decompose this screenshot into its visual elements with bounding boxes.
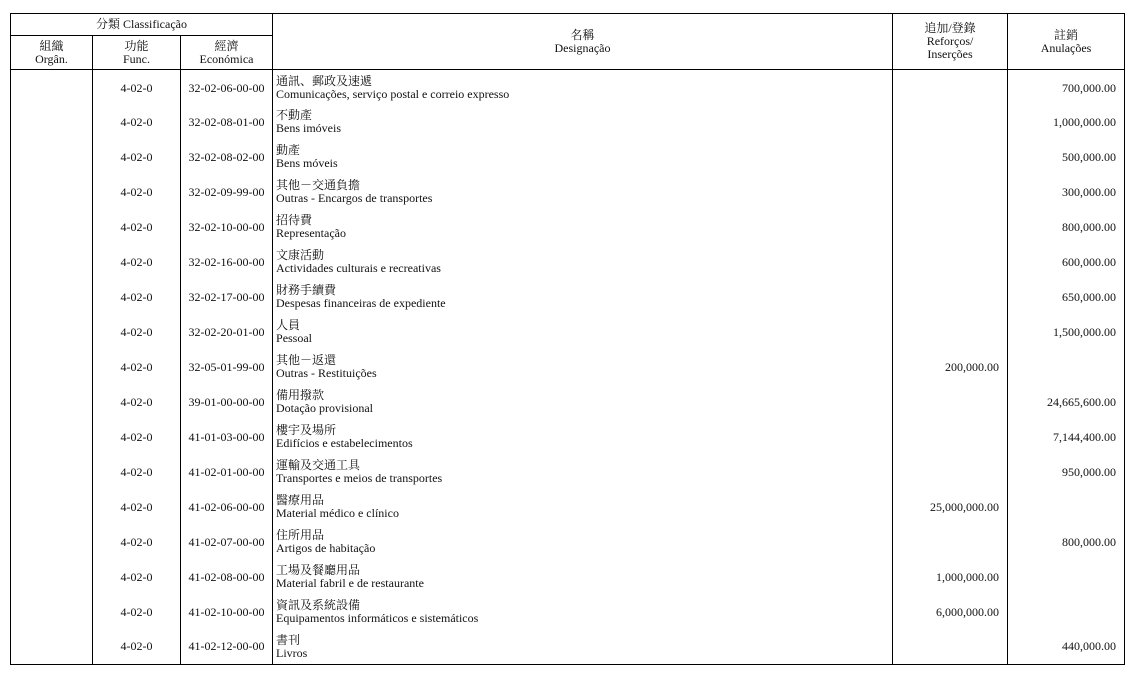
designation-pt: Representação bbox=[276, 227, 346, 240]
table-row bbox=[11, 490, 1125, 525]
designation-cell bbox=[273, 420, 893, 455]
annulment-cell: 650,000.00 bbox=[1008, 280, 1125, 315]
func-cell: 4-02-0 bbox=[93, 350, 181, 385]
reinforcement-cell bbox=[893, 175, 1008, 210]
designation-pt: Bens imóveis bbox=[276, 122, 342, 135]
designation-pt: Livros bbox=[276, 646, 308, 660]
designation-cell bbox=[273, 210, 893, 245]
func-cell: 4-02-0 bbox=[93, 70, 181, 105]
annulment-cell: 1,000,000.00 bbox=[1008, 105, 1125, 140]
designation-cell bbox=[273, 385, 893, 420]
annulment-cell: 800,000.00 bbox=[1008, 210, 1125, 245]
annulment-cell bbox=[1008, 490, 1125, 525]
designation-cell bbox=[273, 350, 893, 385]
organ-cell bbox=[11, 140, 93, 175]
annulment-cell: 600,000.00 bbox=[1008, 245, 1125, 280]
designation-zh: 醫療用品 bbox=[276, 494, 325, 507]
budget-table-container bbox=[10, 13, 1124, 665]
designation-cell bbox=[273, 280, 893, 315]
table-row bbox=[11, 525, 1125, 560]
organ-cell bbox=[11, 175, 93, 210]
organ-cell bbox=[11, 315, 93, 350]
designation-pt: Bens móveis bbox=[276, 157, 338, 170]
econ-cell: 32-02-06-00-00 bbox=[181, 70, 273, 105]
func-cell: 4-02-0 bbox=[93, 455, 181, 490]
annulment-cell bbox=[1008, 350, 1125, 385]
func-cell: 4-02-0 bbox=[93, 560, 181, 595]
reinforcement-cell: 1,000,000.00 bbox=[893, 560, 1008, 595]
reinforcement-cell: 200,000.00 bbox=[893, 350, 1008, 385]
annulment-cell: 440,000.00 bbox=[1008, 630, 1125, 665]
annulment-cell: 300,000.00 bbox=[1008, 175, 1125, 210]
func-cell: 4-02-0 bbox=[93, 245, 181, 280]
organ-cell bbox=[11, 455, 93, 490]
reinforcement-cell bbox=[893, 385, 1008, 420]
organ-cell bbox=[11, 385, 93, 420]
reinforcement-cell: 25,000,000.00 bbox=[893, 490, 1008, 525]
reinforcement-cell: 6,000,000.00 bbox=[893, 595, 1008, 630]
table-row bbox=[11, 280, 1125, 315]
func-cell: 4-02-0 bbox=[93, 280, 181, 315]
func-cell: 4-02-0 bbox=[93, 595, 181, 630]
designation-pt: Equipamentos informáticos e sistemáticos bbox=[276, 612, 479, 625]
designation-pt: Artigos de habitação bbox=[276, 542, 376, 555]
designation-cell bbox=[273, 70, 893, 105]
designation-pt: Pessoal bbox=[276, 332, 313, 345]
designation-zh: 工場及餐廳用品 bbox=[276, 564, 361, 577]
designation-zh: 動產 bbox=[276, 144, 301, 157]
designation-cell bbox=[273, 245, 893, 280]
econ-cell: 32-02-10-00-00 bbox=[181, 210, 273, 245]
annulment-cell: 7,144,400.00 bbox=[1008, 420, 1125, 455]
designation-cell bbox=[273, 560, 893, 595]
organ-cell bbox=[11, 350, 93, 385]
reinforcement-header-pt1: Reforços/ bbox=[926, 34, 974, 48]
econ-cell: 41-02-06-00-00 bbox=[181, 490, 273, 525]
designation-zh: 財務手續費 bbox=[276, 284, 337, 297]
reinforcement-cell bbox=[893, 245, 1008, 280]
table-row bbox=[11, 595, 1125, 630]
econ-header-pt: Económica bbox=[199, 51, 254, 66]
designation-pt: Outras - Restituições bbox=[276, 367, 377, 380]
designation-zh: 人員 bbox=[276, 319, 301, 332]
designation-zh: 其他－返還 bbox=[276, 354, 337, 367]
annulment-cell: 500,000.00 bbox=[1008, 140, 1125, 175]
func-cell: 4-02-0 bbox=[93, 420, 181, 455]
func-cell: 4-02-0 bbox=[93, 525, 181, 560]
designation-zh: 其他－交通負擔 bbox=[276, 179, 361, 192]
designation-header-zh: 名稱 bbox=[570, 27, 595, 42]
designation-pt: Comunicações, serviço postal e correio expresso bbox=[276, 88, 510, 102]
reinforcement-cell bbox=[893, 105, 1008, 140]
annulment-cell: 1,500,000.00 bbox=[1008, 315, 1125, 350]
reinforcement-cell bbox=[893, 420, 1008, 455]
organ-header bbox=[11, 36, 93, 70]
econ-cell: 32-02-08-01-00 bbox=[181, 105, 273, 140]
designation-cell bbox=[273, 630, 893, 665]
table-row bbox=[11, 105, 1125, 140]
econ-cell: 41-02-07-00-00 bbox=[181, 525, 273, 560]
designation-zh: 通訊、郵政及速遞 bbox=[276, 75, 373, 89]
designation-pt: Despesas financeiras de expediente bbox=[276, 297, 446, 310]
func-cell: 4-02-0 bbox=[93, 210, 181, 245]
table-row bbox=[11, 245, 1125, 280]
reinforcement-cell bbox=[893, 210, 1008, 245]
func-header bbox=[93, 36, 181, 70]
table-row bbox=[11, 175, 1125, 210]
reinforcement-cell bbox=[893, 280, 1008, 315]
designation-zh: 住所用品 bbox=[276, 529, 325, 542]
designation-cell bbox=[273, 595, 893, 630]
reinforcement-cell bbox=[893, 630, 1008, 665]
classification-header: 分類 Classificação bbox=[11, 14, 273, 36]
annulment-cell: 950,000.00 bbox=[1008, 455, 1125, 490]
econ-cell: 32-02-08-02-00 bbox=[181, 140, 273, 175]
budget-table bbox=[10, 13, 1125, 665]
table-row bbox=[11, 455, 1125, 490]
organ-cell bbox=[11, 105, 93, 140]
organ-cell bbox=[11, 525, 93, 560]
econ-cell: 41-02-01-00-00 bbox=[181, 455, 273, 490]
table-row bbox=[11, 315, 1125, 350]
designation-header-pt: Designação bbox=[554, 40, 611, 55]
table-row bbox=[11, 560, 1125, 595]
organ-cell bbox=[11, 245, 93, 280]
designation-zh: 書刊 bbox=[276, 633, 301, 647]
designation-zh: 文康活動 bbox=[276, 249, 325, 262]
econ-header-zh: 經濟 bbox=[214, 38, 239, 53]
func-cell: 4-02-0 bbox=[93, 385, 181, 420]
econ-cell: 32-02-17-00-00 bbox=[181, 280, 273, 315]
econ-cell: 39-01-00-00-00 bbox=[181, 385, 273, 420]
table-row bbox=[11, 70, 1125, 105]
designation-pt: Transportes e meios de transportes bbox=[276, 472, 443, 485]
reinforcement-cell bbox=[893, 140, 1008, 175]
organ-cell bbox=[11, 70, 93, 105]
reinforcement-cell bbox=[893, 315, 1008, 350]
designation-cell bbox=[273, 525, 893, 560]
organ-cell bbox=[11, 630, 93, 665]
econ-cell: 32-02-20-01-00 bbox=[181, 315, 273, 350]
annulment-cell: 800,000.00 bbox=[1008, 525, 1125, 560]
reinforcement-cell bbox=[893, 70, 1008, 105]
reinforcement-header-zh: 追加/登錄 bbox=[924, 21, 976, 35]
reinforcement-cell bbox=[893, 525, 1008, 560]
annulment-cell bbox=[1008, 595, 1125, 630]
designation-zh: 運輸及交通工具 bbox=[276, 459, 361, 472]
organ-header-zh: 組織 bbox=[39, 38, 64, 53]
organ-cell bbox=[11, 280, 93, 315]
designation-cell bbox=[273, 140, 893, 175]
annulment-cell bbox=[1008, 560, 1125, 595]
econ-cell: 41-02-08-00-00 bbox=[181, 560, 273, 595]
designation-zh: 資訊及系統設備 bbox=[276, 599, 361, 612]
table-row bbox=[11, 630, 1125, 665]
designation-pt: Outras - Encargos de transportes bbox=[276, 192, 433, 205]
annulment-header-pt: Anulações bbox=[1040, 40, 1092, 55]
organ-cell bbox=[11, 420, 93, 455]
organ-cell bbox=[11, 490, 93, 525]
reinforcement-header bbox=[893, 14, 1008, 70]
reinforcement-cell bbox=[893, 455, 1008, 490]
table-row bbox=[11, 210, 1125, 245]
designation-pt: Material fabril e de restaurante bbox=[276, 577, 424, 590]
econ-cell: 41-02-12-00-00 bbox=[181, 630, 273, 665]
designation-zh: 不動產 bbox=[276, 109, 313, 122]
organ-cell bbox=[11, 210, 93, 245]
func-cell: 4-02-0 bbox=[93, 490, 181, 525]
designation-pt: Edifícios e estabelecimentos bbox=[276, 437, 413, 450]
designation-zh: 備用撥款 bbox=[276, 389, 325, 402]
econ-cell: 32-02-09-99-00 bbox=[181, 175, 273, 210]
econ-cell: 41-02-10-00-00 bbox=[181, 595, 273, 630]
econ-header bbox=[181, 36, 273, 70]
annulment-header-zh: 註銷 bbox=[1054, 27, 1079, 42]
econ-cell: 32-02-16-00-00 bbox=[181, 245, 273, 280]
econ-cell: 41-01-03-00-00 bbox=[181, 420, 273, 455]
annulment-cell: 24,665,600.00 bbox=[1008, 385, 1125, 420]
designation-cell bbox=[273, 490, 893, 525]
func-cell: 4-02-0 bbox=[93, 630, 181, 665]
designation-pt: Dotação provisional bbox=[276, 402, 373, 415]
designation-cell bbox=[273, 315, 893, 350]
organ-cell bbox=[11, 595, 93, 630]
designation-cell bbox=[273, 105, 893, 140]
table-row bbox=[11, 350, 1125, 385]
func-header-zh: 功能 bbox=[124, 38, 149, 53]
func-cell: 4-02-0 bbox=[93, 105, 181, 140]
organ-cell bbox=[11, 560, 93, 595]
annulment-header bbox=[1008, 14, 1125, 70]
designation-header bbox=[273, 14, 893, 70]
econ-cell: 32-05-01-99-00 bbox=[181, 350, 273, 385]
designation-cell bbox=[273, 175, 893, 210]
func-cell: 4-02-0 bbox=[93, 315, 181, 350]
table-row bbox=[11, 385, 1125, 420]
func-header-pt: Func. bbox=[123, 51, 150, 66]
table-row bbox=[11, 140, 1125, 175]
designation-pt: Actividades culturais e recreativas bbox=[276, 262, 441, 275]
func-cell: 4-02-0 bbox=[93, 140, 181, 175]
designation-pt: Material médico e clínico bbox=[276, 507, 399, 520]
designation-zh: 招待費 bbox=[276, 214, 313, 227]
func-cell: 4-02-0 bbox=[93, 175, 181, 210]
annulment-cell: 700,000.00 bbox=[1008, 70, 1125, 105]
organ-header-pt: Orgân. bbox=[35, 51, 68, 66]
table-body bbox=[11, 70, 1125, 665]
table-row bbox=[11, 420, 1125, 455]
designation-cell bbox=[273, 455, 893, 490]
reinforcement-header-pt2: Inserções bbox=[927, 47, 973, 61]
designation-zh: 樓宇及場所 bbox=[276, 424, 337, 437]
